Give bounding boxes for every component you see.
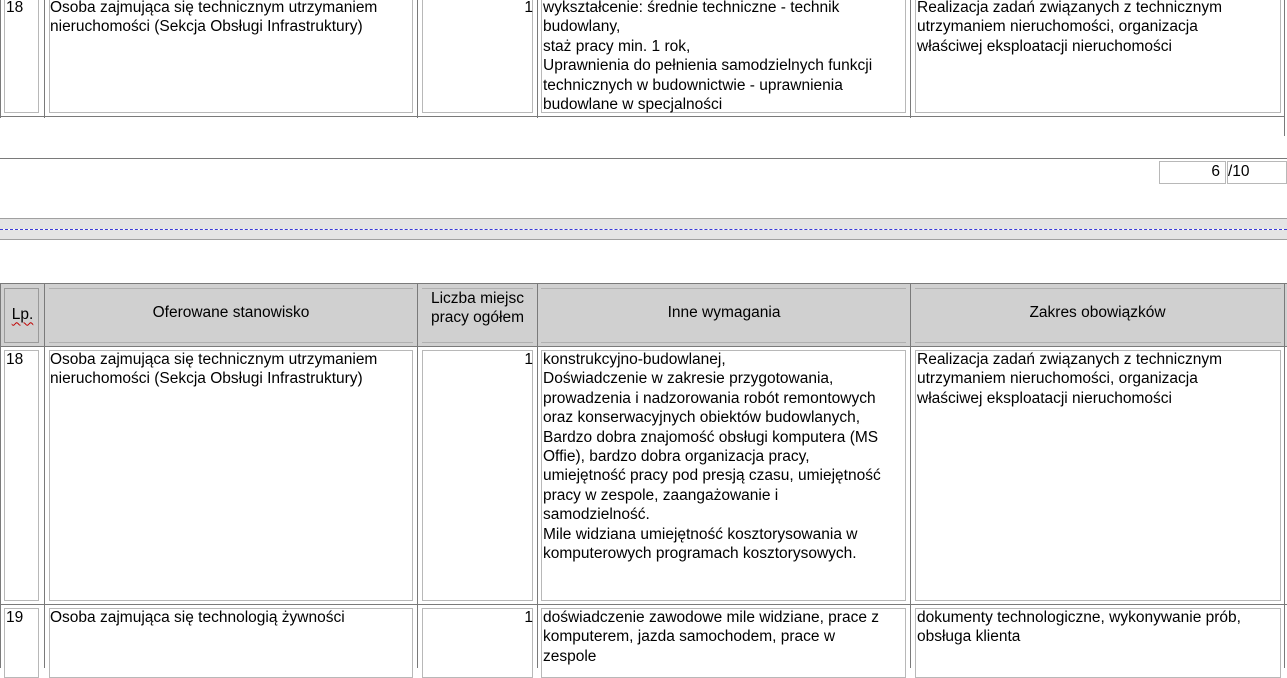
column-header-lp: Lp. (11, 306, 34, 324)
row-requirements: doświadczenie zawodowe mile widziane, prace z komputerem, jazda samochodem, prace w zespole (543, 609, 880, 665)
page-footer-line (0, 158, 1287, 159)
row-count: 1 (524, 609, 533, 626)
row-duties: dokumenty technologiczne, wykonywanie prób, obsługa klienta (917, 609, 1241, 646)
row-duties: Realizacja zadań związanych z technicznym utrzymaniem nieruchomości, organizacja właściwej eksploatacji nieruchomości (917, 351, 1222, 407)
page-number-current: 6 (1159, 161, 1226, 184)
row-position: Osoba zajmująca się technologią żywności (50, 609, 345, 626)
column-header-requirements: Inne wymagania (667, 304, 781, 322)
row-count: 1 (524, 351, 533, 368)
column-header-count: Liczba miejsc pracy ogółem (430, 289, 525, 326)
row-position: Osoba zajmująca się technicznym utrzymaniem nieruchomości (Sekcja Obsługi Infrastruktury) (50, 351, 378, 388)
row-lp: 19 (6, 609, 24, 626)
prev-row-lp: 18 (6, 0, 24, 16)
prev-row-position: Osoba zajmująca się technicznym utrzymaniem nieruchomości (Sekcja Obsługi Infrastruktury) (50, 0, 378, 36)
column-header-duties: Zakres obowiązków (1029, 304, 1166, 322)
prev-row-duties: Realizacja zadań związanych z technicznym utrzymaniem nieruchomości, organizacja właściwej eksploatacji nieruchomości (917, 0, 1222, 55)
row-requirements: konstrukcyjno-budowlanej, Doświadczenie w zakresie przygotowania, prowadzenia i nadzorowania robót remontowych oraz konserwacyjnych obiektów budowlanych, Bardzo dobra znajomość obsługi komputera (MS Offie), bardzo dobra organizacja pracy, umiejętność pracy pod presją czasu, umiejętność pracy w zespole, zaangażowanie i samodzielność. Mile widziana umiejętność kosztorysowania w komputerowych programach kosztorysowych. (543, 351, 881, 563)
row-lp: 18 (6, 351, 24, 368)
column-header-position: Oferowane stanowisko (152, 304, 310, 322)
page-number-total: /10 (1227, 161, 1287, 184)
prev-row-count: 1 (524, 0, 533, 16)
prev-row-requirements: wykształcenie: średnie techniczne - technik budowlany, staż pracy min. 1 rok, Uprawnienia do pełnienia samodzielnych funkcji technicznych w budownictwie - uprawnienia budowlane w specjalności (543, 0, 873, 114)
